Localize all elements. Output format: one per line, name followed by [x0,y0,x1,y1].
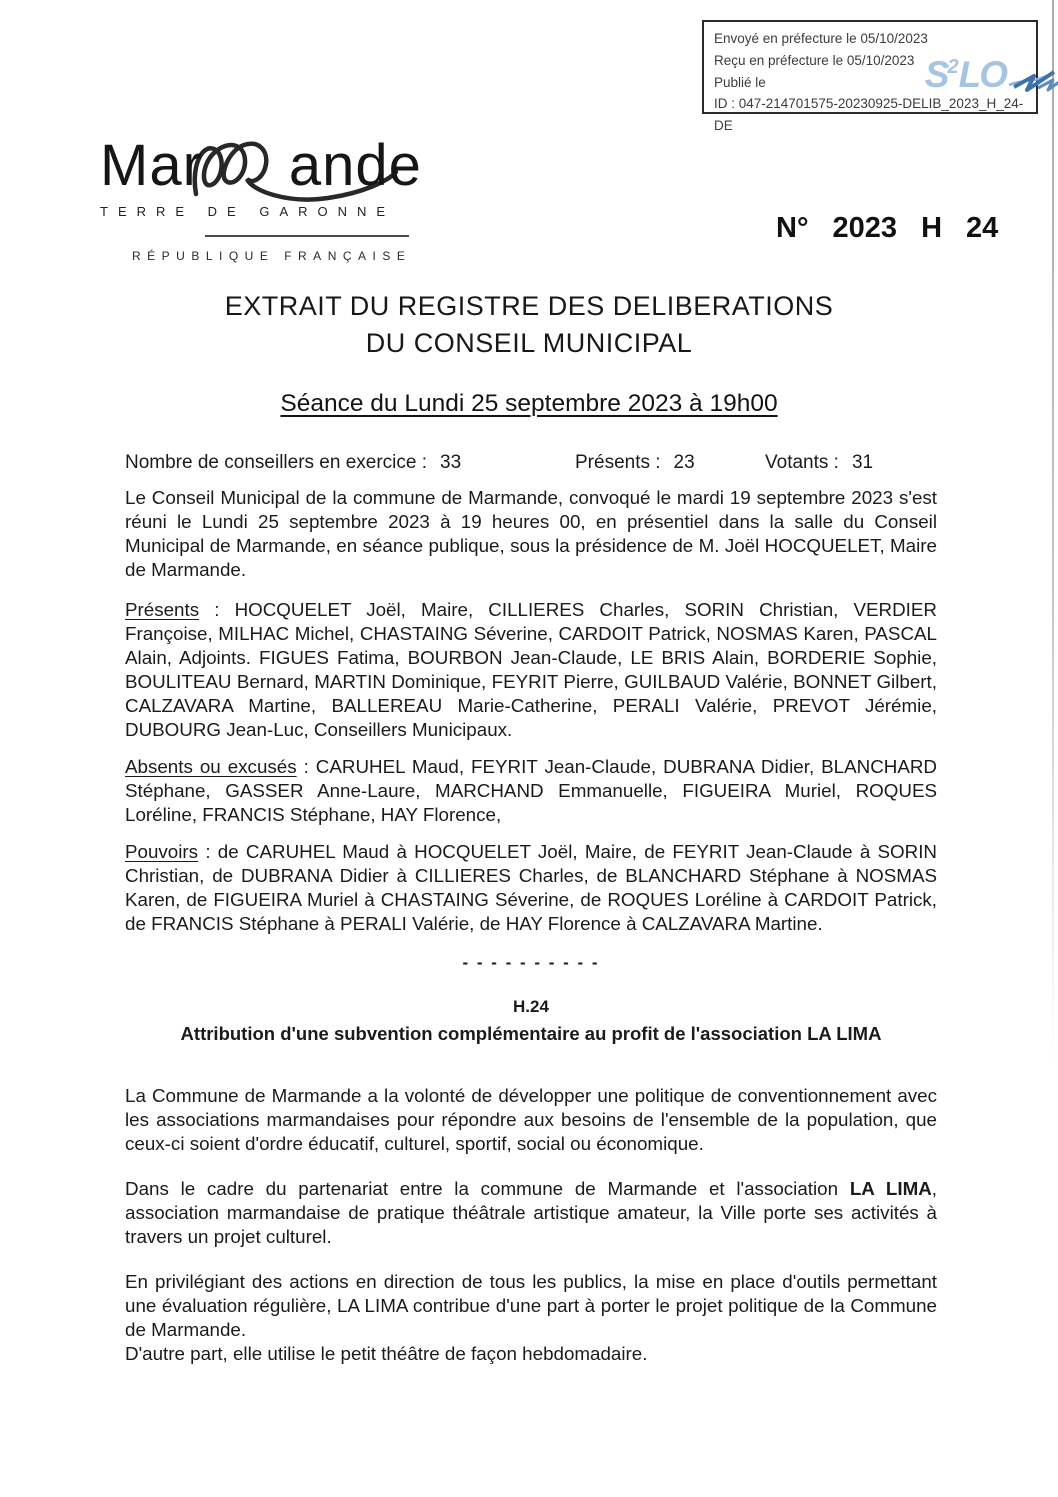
title-line1: EXTRAIT DU REGISTRE DES DELIBERATIONS [224,291,834,321]
paragraph-convocation: Le Conseil Municipal de la commune de Marmande, convoqué le mardi 19 septembre 2023 s'est réuni le Lundi 25 septembre 2023 à 19 heures 00, en présentiel dans la salle du Conseil Municipal de Marmande, en séance publique, sous la présidence de M. Joël HOCQUELET, Maire de Marmande. [125,487,937,580]
council-counters [125,452,945,474]
logo-wordmark-end: ande [288,133,422,198]
pouvoirs-label: Pouvoirs [125,841,199,862]
doc-number-value: 24 [966,212,999,244]
deliberation-heading: Attribution d'une subvention complémentaire au profit de l'association LA LIMA [180,1023,882,1044]
doc-number-letter: H [921,212,943,244]
presents-value: 23 [673,452,695,473]
deliberation-ref: H.24 [513,997,549,1016]
exercice-value: 33 [440,452,462,473]
logo-wordmark-start: Mar [100,133,203,198]
logo-divider [205,235,409,237]
prefecture-stamp [702,20,1038,134]
votants-value: 31 [851,452,874,473]
doc-number-prefix: N° [776,212,809,244]
logo-tagline: TERRE DE GARONNE [100,204,396,219]
paragraph-politique: La Commune de Marmande a la volonté de développer une politique de conventionnement avec les associations marmandaises pour répondre aux besoins de l'ensemble de la population, que ceux-ci soient d'ordre éducatif, culturel, sportif, social ou économique. [125,1085,937,1154]
paragraph-presents: Présents : HOCQUELET Joël, Maire, CILLIERES Charles, SORIN Christian, VERDIER Françoise, MILHAC Michel, CHASTAING Séverine, CARDOIT Patrick, NOSMAS Karen, PASCAL Alain, Adjoints. FIGUES Fatima, BOURBON Jean-Claude, LE BRIS Alain, BORDERIE Sophie, BOULITEAU Bernard, MARTIN Dominique, FEYRIT Pierre, GUILBAUD Valérie, BONNET Gilbert, CALZAVARA Martine, BALLEREAU Marie-Catherine, PERALI Valérie, PREVOT Jérémie, DUBOURG Jean-Luc, Conseillers Municipaux. [125,599,937,740]
s2lo-watermark: $S^2LO$ [925,56,1006,93]
presents-label: Présents [125,599,200,620]
stamp-published-line: Publié le [714,74,766,90]
s2lo-swoosh-icon [1008,66,1058,104]
lalima-bold: LA LIMA [849,1178,932,1199]
logo-wordmark [100,133,430,198]
counter-votants: Votants : 31 [765,452,874,473]
section-separator: - - - - - - - - - - [462,953,600,972]
stamp-sent-line: Envoyé en préfecture le 05/10/2023 [714,31,928,46]
counter-presents: Présents : 23 [575,452,695,473]
logo-republic: RÉPUBLIQUE FRANÇAISE [132,249,412,263]
paragraph-actions: En privilégiant des actions en direction de tous les publics, la mise en place d'outils permettant une évaluation régulière, LA LIMA contribue d'une part à porter le projet politique de la Commune de Marmande. [125,1271,937,1340]
paragraph-pouvoirs: Pouvoirs : de CARUHEL Maud à HOCQUELET Joël, Maire, de FEYRIT Jean-Claude à SORIN Christian, de DUBRANA Didier à CILLIERES Charles, de BLANCHARD Stéphane à NOSMAS Karen, de FIGUEIRA Muriel à CHASTAING Séverine, de ROQUES Loréline à CARDOIT Patrick, de FRANCIS Stéphane à PERALI Valérie, de HAY Florence à CALZAVARA Martine. [125,841,937,934]
stamp-received-line: Reçu en préfecture le 05/10/2023 [714,52,915,68]
session-line: Séance du Lundi 25 septembre 2023 à 19h00 [280,390,778,417]
counter-exercice: Nombre de conseillers en exercice : 33 [125,452,462,473]
scan-edge-artifact [1052,0,1054,1065]
paragraph-absents: Absents ou excusés : CARUHEL Maud, FEYRIT Jean-Claude, DUBRANA Didier, BLANCHARD Stéphane, GASSER Anne-Laure, MARCHAND Emmanuelle, FIGUEIRA Muriel, ROQUES Loréline, FRANCIS Stéphane, HAY Florence, [125,756,937,825]
marmande-logo [100,133,430,263]
stamp-id-line: ID : 047-214701575-20230925-DELIB_2023_H_24-DE [714,96,1024,134]
absents-label: Absents ou excusés [125,756,297,777]
doc-number-year: 2023 [832,212,898,244]
deliberation-number [776,212,998,245]
document-title [0,288,1058,362]
paragraph-theatre: D'autre part, elle utilise le petit théâtre de façon hebdomadaire. [125,1343,648,1364]
document-body [125,486,937,1366]
title-line2: DU CONSEIL MUNICIPAL [365,328,693,358]
paragraph-partenariat: Dans le cadre du partenariat entre la commune de Marmande et l'association LA LIMA, association marmandaise de pratique théâtrale artistique amateur, la Ville porte ses activités à travers un projet culturel. [125,1178,937,1247]
